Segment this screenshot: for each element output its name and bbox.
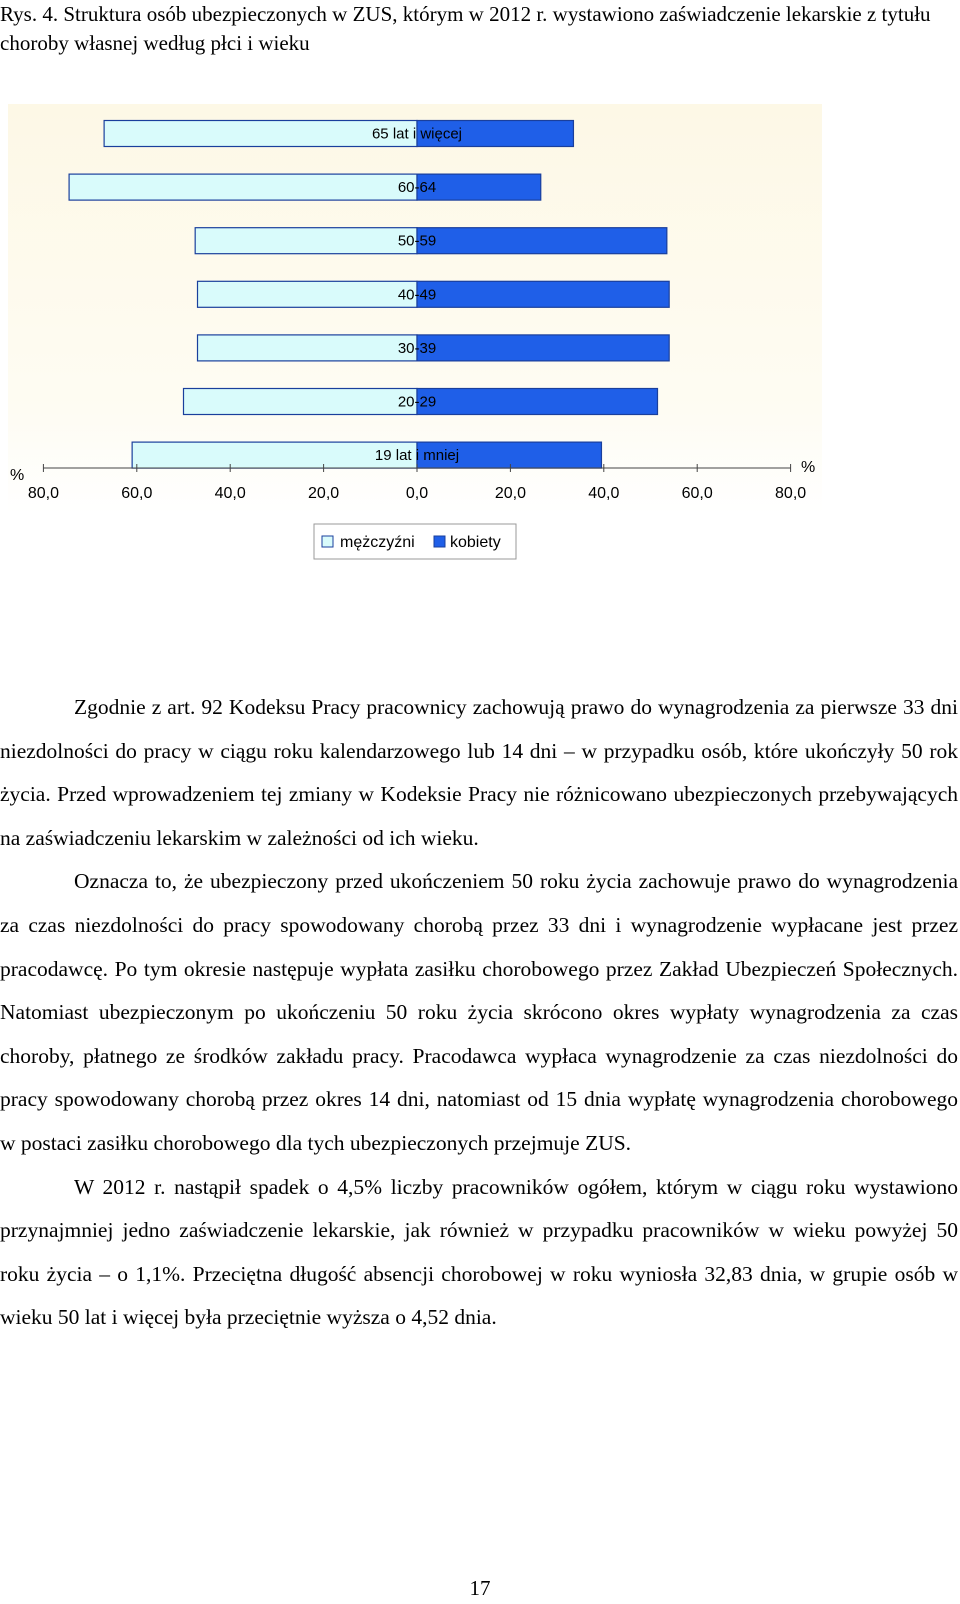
category-label-4: 30-39	[397, 339, 437, 357]
x-unit-right: %	[801, 459, 816, 476]
x-tick-label-0: 80,0	[27, 485, 59, 502]
paragraph-3: W 2012 r. nastąpił spadek o 4,5% liczby pracowników ogółem, którym w ciągu roku wystawiono przynajmniej jedno zaświadczenie lekarskie, jak również w przypadku pracowników w wieku powyżej 50 roku życia – o 1,1%. Przeciętna długość absencji chorobowej w roku wyniosła 32,83 dnia, w grupie osób w wieku 50 lat i więcej była przeciętnie wyższa o 4,52 dnia.	[0, 1174, 958, 1330]
legend-swatch-women	[434, 536, 445, 547]
paragraph-1: Zgodnie z art. 92 Kodeksu Pracy pracownicy zachowują prawo do wynagrodzenia za pierwsze 33 dni niezdolności do pracy w ciągu roku kalendarzowego lub 14 dni – w przypadku osób, które ukończyły 50 rok życia. Przed wprowadzeniem tej zmiany w Kodeksie Pracy nie różnicowano ubezpieczonych przebywających na zaświadczeniu lekarskim w zależności od ich wieku.	[0, 695, 958, 850]
bar-women-5	[417, 389, 658, 415]
x-tick-label-5: 20,0	[494, 485, 526, 502]
bar-men-1	[69, 174, 417, 200]
legend	[314, 524, 516, 559]
body-text	[0, 686, 958, 1340]
x-tick-label-6: 40,0	[588, 485, 620, 502]
category-label-5: 20-29	[397, 393, 437, 411]
legend-swatch-men	[322, 536, 333, 547]
category-label-3: 40-49	[397, 286, 437, 304]
legend-label-men: mężczyźni	[340, 534, 415, 551]
x-tick-label-8: 80,0	[775, 485, 807, 502]
population-pyramid-chart	[0, 96, 960, 566]
category-label-1: 60-64	[397, 179, 437, 197]
category-label-6: 19 lat i mniej	[374, 447, 460, 465]
legend-label-women: kobiety	[450, 534, 501, 551]
bar-men-0	[104, 121, 417, 147]
bar-men-2	[195, 228, 417, 254]
bar-women-4	[417, 335, 669, 361]
figure-caption: Rys. 4. Struktura osób ubezpieczonych w ZUS, którym w 2012 r. wystawiono zaświadczenie lekarskie z tytułu choroby własnej według płci i wieku	[0, 2, 931, 55]
bar-men-5	[184, 389, 418, 415]
bar-men-4	[198, 335, 417, 361]
bar-women-2	[417, 228, 667, 254]
page-number: 17	[469, 1576, 491, 1600]
bar-women-3	[417, 281, 669, 307]
paragraph-2: Oznacza to, że ubezpieczony przed ukończeniem 50 roku życia zachowuje prawo do wynagrodzenia za czas niezdolności do pracy spowodowany chorobą przez 33 dni i wynagrodzenie wypłacane jest przez pracodawcę. Po tym okresie następuje wypłata zasiłku chorobowego przez Zakład Ubezpieczeń Społecznych. Natomiast ubezpieczonym po ukończeniu 50 roku życia skrócono okres wypłaty wynagrodzenia za czas choroby, płatnego ze środków zakładu pracy. Pracodawca wypłaca wynagrodzenie za czas niezdolności do pracy spowodowany chorobą przez okres 14 dni, natomiast od 15 dnia wypłatę wynagrodzenia chorobowego w postaci zasiłku chorobowego dla tych ubezpieczonych przejmuje ZUS.	[0, 869, 958, 1155]
x-tick-label-3: 20,0	[308, 485, 340, 502]
category-label-0: 65 lat i więcej	[371, 125, 463, 143]
x-tick-label-2: 40,0	[214, 485, 246, 502]
bar-men-3	[198, 281, 417, 307]
x-tick-label-1: 60,0	[121, 485, 153, 502]
x-tick-label-4: 0,0	[405, 485, 429, 502]
x-tick-label-7: 60,0	[681, 485, 713, 502]
category-label-2: 50-59	[397, 232, 437, 250]
x-unit-left: %	[10, 467, 25, 484]
